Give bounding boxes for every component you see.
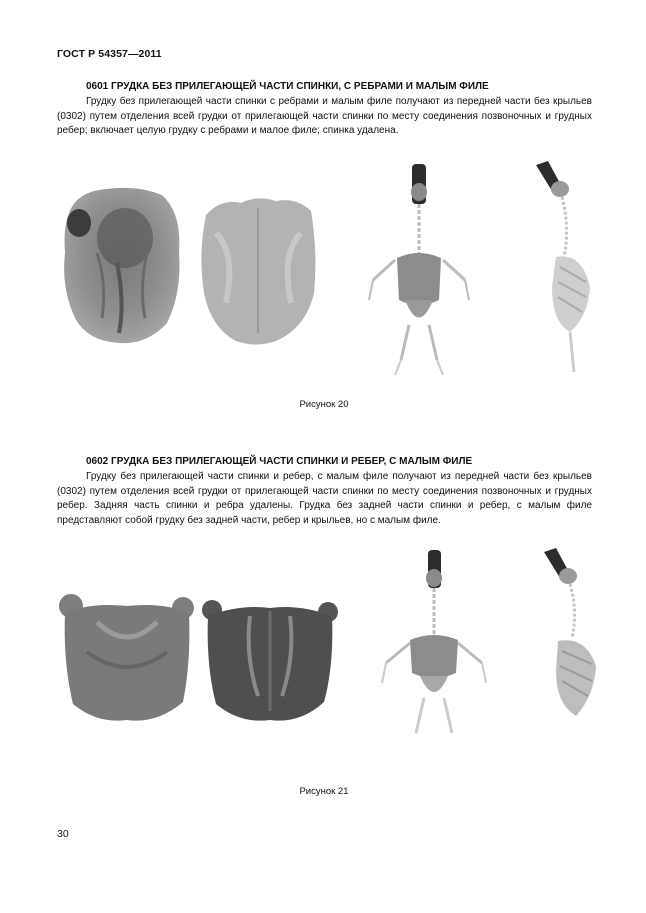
figure-20-caption: Рисунок 20 <box>299 399 349 410</box>
section-0602-title: 0602 ГРУДКА БЕЗ ПРИЛЕГАЮЩЕЙ ЧАСТИ СПИНКИ И РЕБЕР, С МАЛЫМ ФИЛЕ <box>86 456 473 467</box>
section-0601-text: Грудку без прилегающей части спинки с ребрами и малым филе получают из передней части без крыльев (0302) путем отделения всей грудки от прилегающей части спинки по месту соединения позвоночных и грудных ребер; включает целую грудку с ребрами и малое филе; спинка удалена. <box>57 96 592 136</box>
figure-21-photo-breast-outer <box>57 592 197 727</box>
figure-21-caption: Рисунок 21 <box>299 786 349 797</box>
figure-20-skeleton-front <box>365 160 475 380</box>
document-code: ГОСТ Р 54357—2011 <box>57 48 162 60</box>
figure-21-skeleton-side <box>540 546 610 736</box>
figure-21-photo-breast-inner <box>200 596 340 726</box>
figure-20-photo-breast-inner <box>57 183 187 348</box>
section-0601-title: 0601 ГРУДКА БЕЗ ПРИЛЕГАЮЩЕЙ ЧАСТИ СПИНКИ, С РЕБРАМИ И МАЛЫМ ФИЛЕ <box>86 81 489 92</box>
section-0601-body <box>57 95 592 139</box>
section-0602-text: Грудку без прилегающей части спинки и ребер, с малым филе получают из передней части без крыльев (0302) путем отделения всей грудки от прилегающей части спинки по месту соединения позвоночных и грудных ребер. Задняя часть спинки и ребра удалены. Грудка без задней части спинки и ребер, с малым филе представляют собой грудку без задней части, ребер и крыльев, но с малым филе. <box>57 471 592 526</box>
page-number: 30 <box>57 828 69 840</box>
figure-20-skeleton-side <box>530 157 600 379</box>
section-0602-body <box>57 470 592 528</box>
figure-20-photo-breast-outer <box>196 193 321 348</box>
figure-21-skeleton-front <box>380 548 490 748</box>
